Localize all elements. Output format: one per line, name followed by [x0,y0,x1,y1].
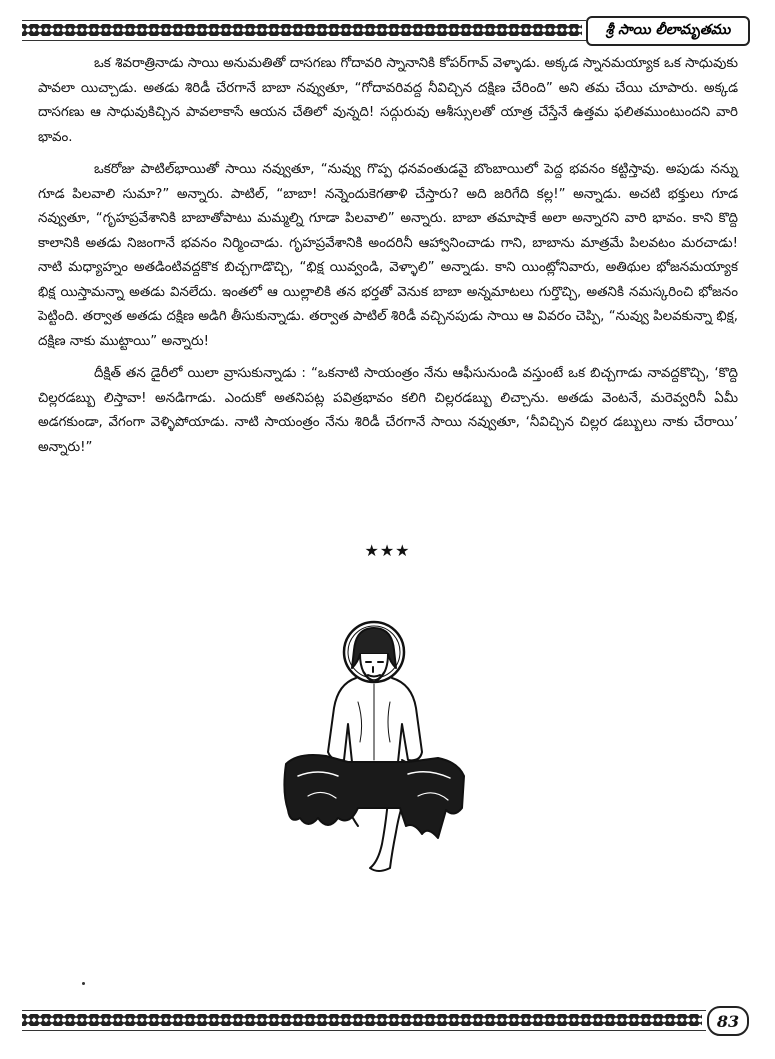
top-diamond-border [22,22,582,38]
print-speck [82,982,85,985]
bottom-diamond-border [22,1012,702,1028]
paragraph-shivaratri: ఒక శివరాత్రినాడు సాయి అనుమతితో దాసగణు గోదావరి స్నానానికి కోపర్‌గావ్ వెళ్ళాడు. అక్కడ స్నానమయ్యాక ఒక సాధువుకు పావలా యిచ్చాడు. అతడు శిరిడీ చేరగానే బాబా నవ్వుతూ, “గోదావరివద్ద నీవిచ్చిన దక్షిణ చేరింది” అని తమ చేయి చూపారు. అక్కడ దాసగణు ఆ సాధువుకిచ్చిన పావలాకాసే ఆయన చేతిలో వున్నది! సద్గురువు ఆశీస్సులతో యాత్ర చేస్తేనే ఉత్తమ ఫలితముంటుందని వారి భావం. [38,56,738,145]
bottom-border-rule-upper [22,1010,706,1011]
running-header-title: శ్రీ సాయి లీలామృతము [586,16,750,46]
paragraph-patil-bhavan: ఒకరోజు పాటిల్‌భాయితో సాయి నవ్వుతూ, “నువ్వు గొప్ప ధనవంతుడవై బొంబాయిలో పెద్ద భవనం కట్టిస్తావు. అపుడు నన్ను గూడ పిలవాలి సుమా?” అన్నారు. పాటిల్, “బాబా! నన్నెందుకెగతాళి చేస్తారు? అది జరిగేది కల్ల!” అన్నాడు. అచటి భక్తులు గూడ నవ్వుతూ, “గృహప్రవేశానికి బాబాతోపాటు మమ్మల్ని గూడా పిలవాలి” అన్నారు. బాబా తమాషాకే అలా అన్నారని వారి భావం. కాని కొద్ది కాలానికి అతడు నిజంగానే భవనం నిర్మించాడు. గృహప్రవేశానికి అందరినీ ఆహ్వానించాడు గాని, బాబాను మాత్రమే పిలవటం మరచాడు! నాటి మధ్యాహ్నం అతడింటివద్దకొక బిచ్చగాడొచ్చి, “భిక్ష యివ్వండి, వెళ్ళాలి” అన్నాడు. కాని యింట్లోనివారు, అతిథుల భోజనమయ్యాక భిక్ష యిస్తామన్నా అతడు వినలేదు. ఇంతలో ఆ యిల్లాలికి తన భర్తతో వెనుక బాబా అన్నమాటలు గుర్తొచ్చి, అతనికి నమస్కరించి భోజనం పెట్టింది. తర్వాత అతడు దక్షిణ అడిగి తీసుకున్నాడు. తర్వాత పాటిల్ శిరిడీ వచ్చినపుడు సాయి ఆ వివరం చెప్పి, “నువ్వు పిలవకున్నా భిక్ష, దక్షిణ నాకు ముట్టాయి” అన్నారు! [38,162,738,349]
top-border-rule-upper [22,20,586,21]
bottom-border-rule-lower [22,1030,706,1031]
page-number: 83 [707,1006,749,1036]
section-separator-stars: ★★★ [364,541,411,560]
sai-baba-illustration [278,612,470,884]
paragraph-dikshit-diary: దీక్షిత్ తన డైరీలో యిలా వ్రాసుకున్నాడు : “ఒకనాటి సాయంత్రం నేను ఆఫీసునుండి వస్తుంటే ఒక బిచ్చగాడు నావద్దకొచ్చి, ‘కొద్ది చిల్లరడబ్బు లిస్తావా! అనడిగాడు. ఎందుకో అతనిపట్ల పవిత్రభావం కలిగి చిల్లరడబ్బు లిచ్చాను. అతడు వెంటనే, మరెవ్వరినీ ఏమీ అడగకుండా, వేగంగా వెళ్ళిపోయాడు. నాటి సాయంత్రం నేను శిరిడీ చేరగానే సాయి నవ్వుతూ, ‘నీవిచ్చిన చిల్లర డబ్బులు నాకు చేరాయి’ అన్నారు!” [38,366,738,455]
top-border-rule-lower [22,40,586,41]
page-body [38,52,738,468]
